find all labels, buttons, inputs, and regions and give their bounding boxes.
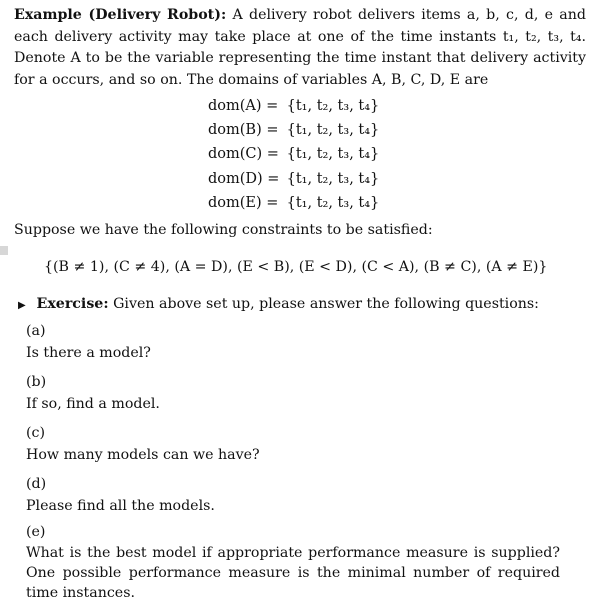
domain-lhs: dom(B) = (208, 122, 279, 139)
question-label: (b) (26, 374, 47, 390)
example-title: Example (Delivery Robot): (14, 7, 227, 23)
domain-rhs: {t₁, t₂, t₃, t₄} (286, 98, 380, 114)
domain-row (208, 94, 468, 118)
exercise-title: Exercise: (36, 296, 109, 312)
constraints-intro: Suppose we have the following constraints to be satisfied: (14, 222, 433, 238)
domain-lhs: dom(D) = (208, 170, 280, 187)
question-text: Please find all the models. (26, 498, 215, 514)
triangle-bullet-icon: ▶ (18, 300, 26, 311)
domain-lhs: dom(C) = (208, 146, 279, 163)
question-label: (c) (26, 425, 46, 441)
question-text: If so, find a model. (26, 396, 160, 412)
exercise-heading (18, 293, 588, 317)
question-item (26, 320, 588, 364)
question-item (26, 473, 588, 517)
question-list (26, 320, 588, 610)
domain-lhs: dom(A) = (208, 98, 279, 114)
domain-lhs: dom(E) = (208, 194, 279, 211)
domain-rhs: {t₁, t₂, t₃, t₄} (286, 146, 380, 163)
question-item (26, 371, 588, 415)
question-text: Is there a model? (26, 345, 151, 361)
domain-row (208, 118, 468, 142)
domain-row (208, 167, 468, 191)
question-item (26, 521, 588, 603)
domain-rhs: {t₁, t₂, t₃, t₄} (286, 194, 380, 211)
question-label: (e) (26, 524, 46, 540)
constraints-set: {(B ≠ 1), (C ≠ 4), (A = D), (E < B), (E < D), (C < A), (B ≠ C), (A ≠ E)} (44, 259, 548, 275)
question-label: (d) (26, 476, 47, 492)
intro-paragraph (14, 5, 586, 92)
question-label: (a) (26, 323, 46, 339)
domain-equations (208, 94, 468, 215)
question-text: What is the best model if appropriate performance measure is supplied? One possible performance measure is the minimal number of required time instances. (26, 545, 560, 601)
left-margin-mark (0, 246, 8, 255)
exercise-text: Given above set up, please answer the following questions: (113, 296, 539, 312)
domain-row (208, 142, 468, 166)
domain-rhs: {t₁, t₂, t₃, t₄} (286, 170, 380, 187)
domain-rhs: {t₁, t₂, t₃, t₄} (286, 122, 380, 139)
example-text: A delivery robot delivers items a, b, c, d, e and each delivery activity may take place at one of the time instants t₁, t₂, t₃, t₄. Denote A to be the variable representing the time instant that delivery activity for a occurs, and so on. The domains of variables A, B, C, D, E are (14, 7, 586, 89)
question-item (26, 422, 588, 466)
domain-row (208, 191, 468, 215)
question-text: How many models can we have? (26, 447, 260, 463)
